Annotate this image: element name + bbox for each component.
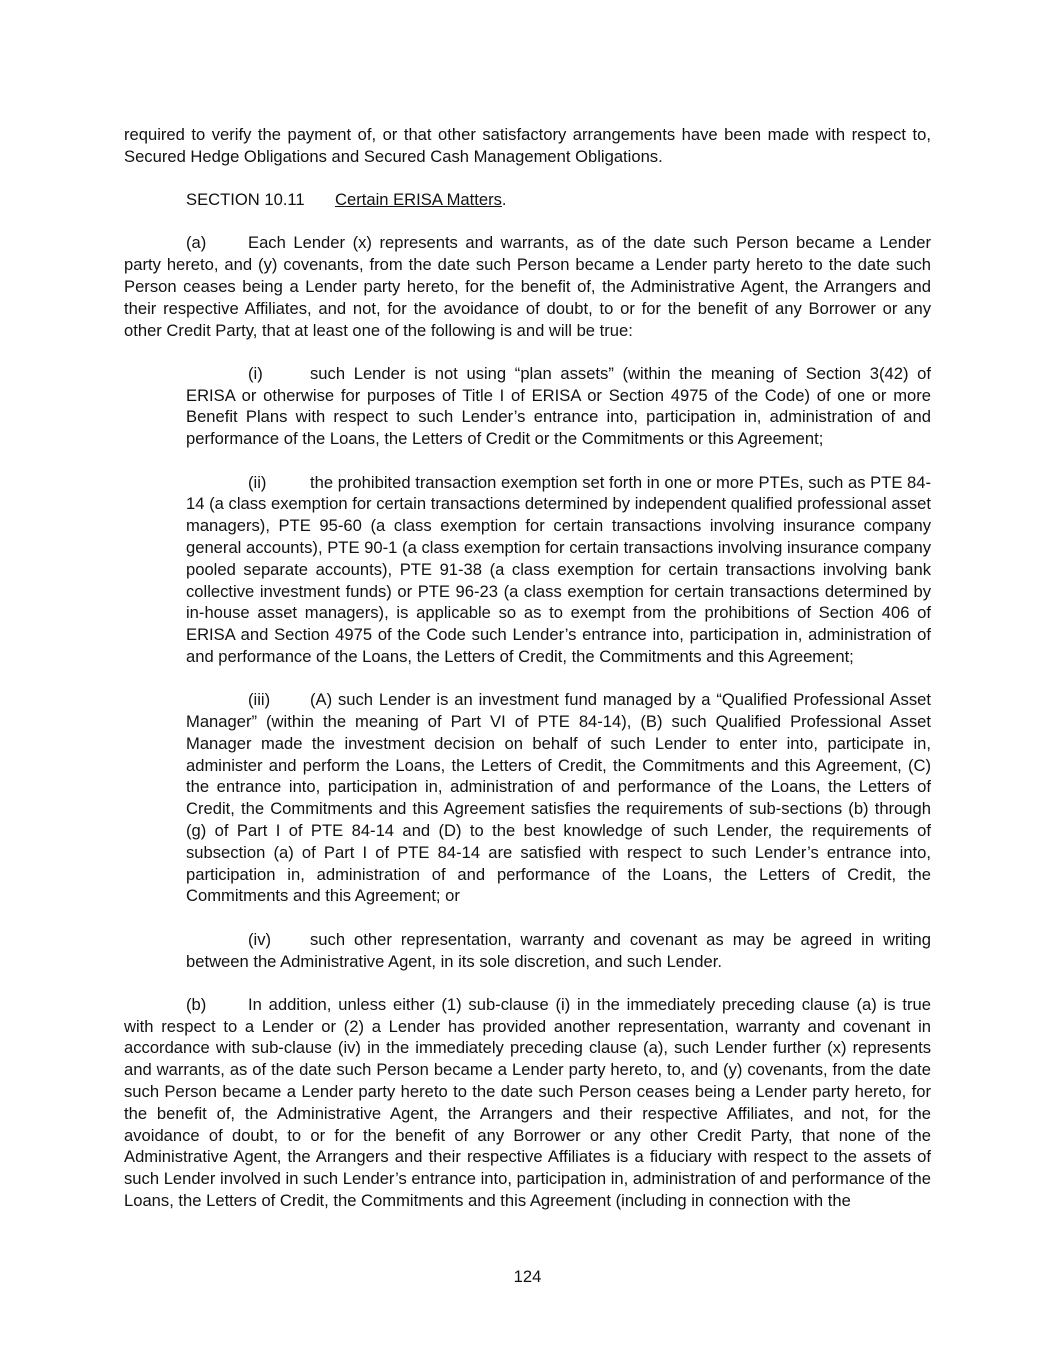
continuation-paragraph: required to verify the payment of, or that other satisfactory arrangements have been made with respect to, Secured Hedge Obligations and Secured Cash Management Obligations. <box>124 125 931 166</box>
paragraph-a-label: (a) <box>186 233 207 253</box>
clause-i-text: such Lender is not using “plan assets” (within the meaning of Section 3(42) of ERISA or otherwise for purposes of Title I of ERISA or Section 4975 of the Code) of one or more Benefit Plans with respect to such Lender’s entrance into, participation in, administration of and performance of the Loans, the Letters of Credit or the Commitments or this Agreement; <box>186 363 931 449</box>
paragraph-a <box>124 232 931 341</box>
clause-iii <box>186 689 931 907</box>
clause-i-label: (i) <box>248 363 263 383</box>
clause-iii-label: (iii) <box>248 690 271 710</box>
paragraph-b-text: In addition, unless either (1) sub-clause (i) in the immediately preceding clause (a) is true with respect to a Lender or (2) a Lender has provided another representation, warranty and covenant in accordance with sub-clause (iv) in the immediately preceding clause (a), such Lender further (x) represents and warrants, as of the date such Person became a Lender party hereto, to, and (y) covenants, from the date such Person became a Lender party hereto to the date such Person ceases being a Lender party hereto, for the benefit of, the Administrative Agent, the Arrangers and their respective Affiliates, and not, for the avoidance of doubt, to or for the benefit of any Borrower or any other Credit Party, that none of the Administrative Agent, the Arrangers and their respective Affiliates is a fiduciary with respect to the assets of such Lender involved in such Lender’s entrance into, participation in, administration of and performance of the Loans, the Letters of Credit, the Commitments and this Agreement (including in connection with the <box>124 994 931 1210</box>
paragraph-b-label: (b) <box>186 994 207 1014</box>
section-heading <box>124 189 931 211</box>
clause-iv <box>186 929 931 973</box>
section-title-punctuation: . <box>501 190 507 210</box>
page-number: 124 <box>513 1267 542 1286</box>
clause-iii-text: (A) such Lender is an investment fund managed by a “Qualified Professional Asset Manager” (within the meaning of Part VI of PTE 84-14), (B) such Qualified Professional Asset Manager made the investment decision on behalf of such Lender to enter into, participate in, administer and perform the Loans, the Letters of Credit, the Commitments and this Agreement, (C) the entrance into, participation in, administration of and performance of the Loans, the Letters of Credit, the Commitments and this Agreement satisfies the requirements of sub-sections (b) through (g) of Part I of PTE 84-14 and (D) to the best knowledge of such Lender, the requirements of subsection (a) of Part I of PTE 84-14 are satisfied with respect to such Lender’s entrance into, participation in, administration of and performance of the Loans, the Letters of Credit, the Commitments and this Agreement; or <box>186 690 931 906</box>
document-page <box>124 124 931 1212</box>
paragraph-a-text: Each Lender (x) represents and warrants, as of the date such Person became a Lender party hereto, and (y) covenants, from the date such Person became a Lender party hereto to the date such Person ceases being a Lender party hereto, for the benefit of, the Administrative Agent, the Arrangers and their respective Affiliates, and not, for the avoidance of doubt, to or for the benefit of any Borrower or any other Credit Party, that at least one of the following is and will be true: <box>124 233 931 340</box>
section-number: SECTION 10.11 <box>186 190 305 210</box>
clause-i <box>186 363 931 450</box>
clause-iv-label: (iv) <box>248 929 272 949</box>
section-title: Certain ERISA Matters <box>335 190 502 210</box>
clause-iv-text: such other representation, warranty and covenant as may be agreed in writing between the Administrative Agent, in its sole discretion, and such Lender. <box>186 929 931 971</box>
clause-ii-label: (ii) <box>248 472 267 492</box>
paragraph-b <box>124 994 931 1212</box>
clause-ii-text: the prohibited transaction exemption set forth in one or more PTEs, such as PTE 84-14 (a class exemption for certain transactions determined by independent qualified professional asset managers), PTE 95-60 (a class exemption for certain transactions involving insurance company general accounts), PTE 90-1 (a class exemption for certain transactions involving insurance company pooled separate accounts), PTE 91-38 (a class exemption for certain transactions involving bank collective investment funds) or PTE 96-23 (a class exemption for certain transactions determined by in-house asset managers), is applicable so as to exempt from the prohibitions of Section 406 of ERISA and Section 4975 of the Code such Lender’s entrance into, participation in, administration of and performance of the Loans, the Letters of Credit, the Commitments and this Agreement; <box>186 472 931 666</box>
clause-ii <box>186 472 931 668</box>
